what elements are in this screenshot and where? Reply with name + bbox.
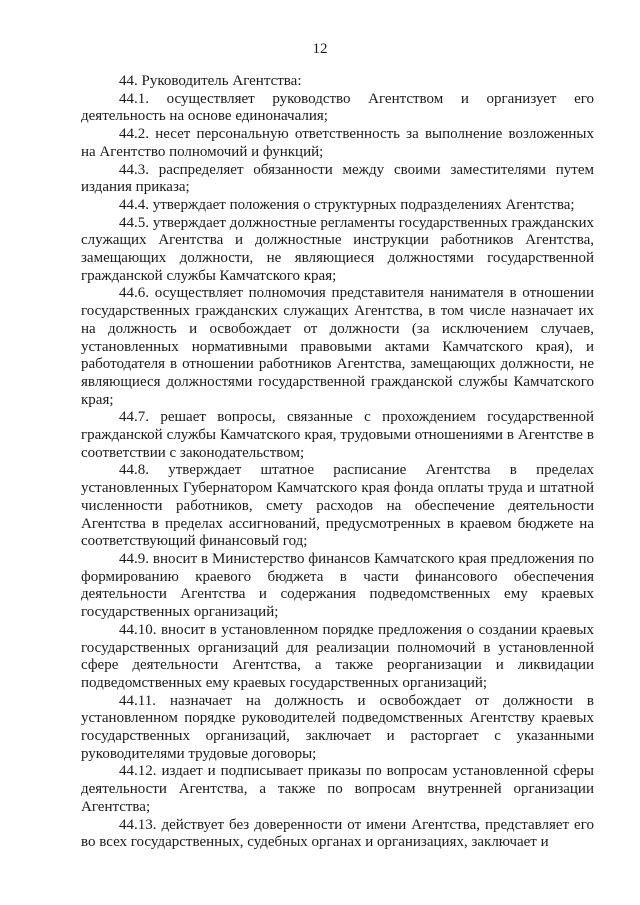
paragraph-44-10: 44.10. вносит в установленном порядке предложения о создании краевых государственных организаций для реализации полномочий в установленной сфере деятельности Агентства, а также реорганизации и ликвидации подведомственных ему краевых государственных организаций; bbox=[81, 621, 594, 691]
paragraph-44-2: 44.2. несет персональную ответственность за выполнение возложенных на Агентство полномочий и функций; bbox=[81, 126, 594, 160]
paragraph-44-7: 44.7. решает вопросы, связанные с прохождением государственной гражданской службы Камчатского края, трудовыми отношениями в Агентстве в соответствии с законодательством; bbox=[81, 409, 594, 461]
page-number: 12 bbox=[312, 41, 328, 57]
paragraph-44-9: 44.9. вносит в Министерство финансов Камчатского края предложения по формированию краевого бюджета в части финансового обеспечения деятельности Агентства и содержания подведомственных ему краевых государственных организаций; bbox=[81, 550, 594, 621]
paragraph-44-5: 44.5. утверждает должностные регламенты государственных гражданских служащих Агентства и должностные инструкции работников Агентства, замещающих должности, не являющиеся должностями государственной гражданской службы Камчатского края; bbox=[81, 214, 594, 284]
paragraph-44-8: 44.8. утверждает штатное расписание Агентства в пределах установленных Губернатором Камчатского края фонда оплаты труда и штатной численности работников, смету расходов на обеспечение деятельности Агентства в пределах ассигнований, предусмотренных в краевом бюджете на соответствующий финансовый год; bbox=[81, 462, 594, 550]
paragraph-44-12: 44.12. издает и подписывает приказы по вопросам установленной сферы деятельности Агентства, а также по вопросам внутренней организации Агентства; bbox=[81, 763, 594, 815]
paragraph-44-3: 44.3. распределяет обязанности между своими заместителями путем издания приказа; bbox=[81, 161, 594, 196]
paragraph-44-4: 44.4. утверждает положения о структурных подразделениях Агентства; bbox=[119, 196, 575, 213]
paragraph-44-11: 44.11. назначает на должность и освобождает от должности в установленном порядке руководителей подведомственных Агентству краевых государственных организаций, заключает и расторгает с указанными руководителями трудовые договоры; bbox=[81, 692, 594, 762]
document-body bbox=[81, 73, 594, 852]
paragraph-44-6: 44.6. осуществляет полномочия представителя нанимателя в отношении государственных гражданских служащих Агентства, в том числе назначает их на должность и освобождает от должности (за исключением случаев, установленных нормативными правовыми актами Камчатского края), и работодателя в отношении работников Агентства, замещающих должности, не являющиеся должностями государственной гражданской службы Камчатского края; bbox=[81, 285, 594, 408]
paragraph-44: 44. Руководитель Агентства: bbox=[119, 73, 302, 89]
paragraph-44-13: 44.13. действует без доверенности от имени Агентства, представляет его во всех государственных, судебных органах и организациях, заключает и bbox=[81, 816, 594, 851]
paragraph-44-1: 44.1. осуществляет руководство Агентством и организует его деятельность на основе единоначалия; bbox=[81, 90, 594, 125]
